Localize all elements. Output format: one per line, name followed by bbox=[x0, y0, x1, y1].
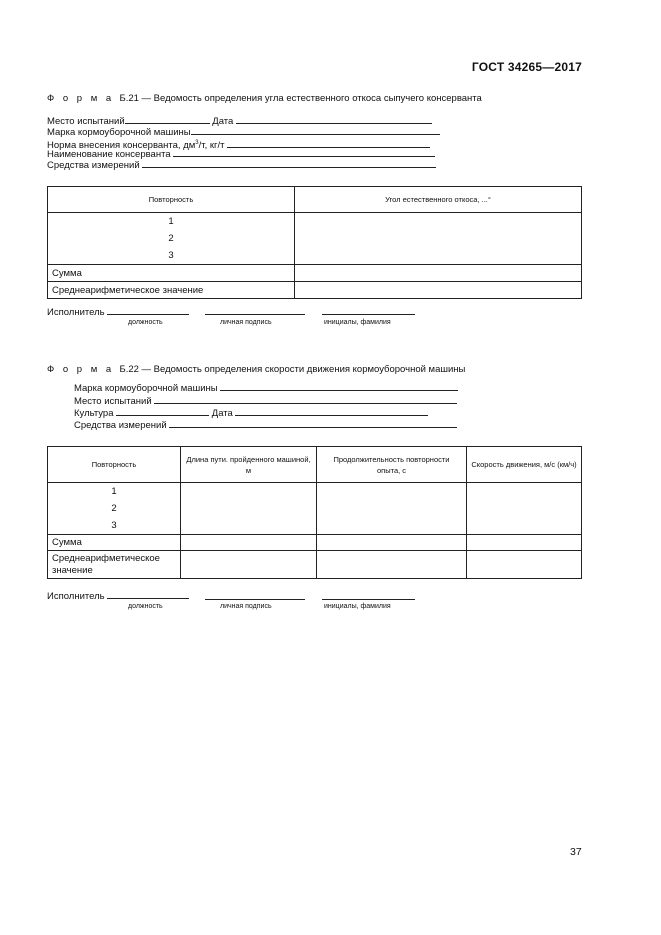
field-instruments-21 bbox=[47, 159, 436, 172]
value-cell[interactable] bbox=[181, 551, 317, 579]
table-22 bbox=[47, 446, 582, 579]
value-cell[interactable] bbox=[467, 483, 582, 535]
signature-line[interactable] bbox=[205, 599, 305, 600]
value-cell[interactable] bbox=[317, 551, 467, 579]
sig-label-signature: личная подпись bbox=[220, 319, 272, 326]
field-label: Средства измерений bbox=[74, 420, 167, 431]
signature-line[interactable] bbox=[205, 314, 305, 315]
standard-number: ГОСТ 34265—2017 bbox=[471, 60, 582, 74]
fill-line[interactable] bbox=[235, 407, 428, 416]
executor-21 bbox=[47, 306, 189, 318]
field-label: Место испытаний bbox=[47, 116, 125, 127]
field-label: Норма внесения консерванта, дм bbox=[47, 140, 196, 152]
form-21-title-text: Б.21 — Ведомость определения угла естественного откоса сыпучего консерванта bbox=[119, 93, 482, 104]
name-line[interactable] bbox=[322, 599, 415, 600]
value-cell[interactable] bbox=[181, 535, 317, 551]
field-label: Средства измерений bbox=[47, 160, 140, 171]
sig-label-name: инициалы, фамилия bbox=[324, 603, 391, 610]
header-angle: Угол естественного откоса, ...° bbox=[295, 187, 582, 213]
mean-label: Среднеарифметическое значение bbox=[48, 282, 295, 299]
value-cell[interactable] bbox=[295, 213, 582, 265]
form-21-title bbox=[47, 93, 482, 104]
field-machine-22 bbox=[74, 382, 458, 395]
field-label-sup: 3 bbox=[195, 140, 199, 146]
form-22-title-text: Б.22 — Ведомость определения скорости движения кормоуборочной машины bbox=[119, 364, 466, 375]
name-line[interactable] bbox=[322, 314, 415, 315]
fill-line[interactable] bbox=[107, 590, 189, 599]
row-number: 1 bbox=[111, 486, 117, 497]
header-repetition: Повторность bbox=[48, 187, 295, 213]
field-label: Место испытаний bbox=[74, 396, 152, 407]
sig-label-position: должность bbox=[128, 603, 163, 610]
field-label: Дата bbox=[211, 408, 233, 419]
page-number: 37 bbox=[570, 846, 582, 858]
fill-line[interactable] bbox=[236, 115, 432, 124]
sig-label-signature: личная подпись bbox=[220, 603, 272, 610]
fill-line[interactable] bbox=[107, 306, 189, 315]
header-distance: Длина пути. пройденного машиной, м bbox=[181, 447, 317, 483]
fill-line[interactable] bbox=[125, 115, 210, 124]
row-number: 3 bbox=[168, 250, 174, 261]
field-instruments-22 bbox=[74, 419, 457, 432]
mean-label: Среднеарифметическое значение bbox=[48, 551, 181, 579]
header-speed: Скорость движения, м/с (км/ч) bbox=[467, 447, 582, 483]
fill-line[interactable] bbox=[154, 395, 457, 404]
field-label: Наименование консерванта bbox=[47, 149, 171, 160]
value-cell[interactable] bbox=[295, 265, 582, 282]
sig-label-position: должность bbox=[128, 319, 163, 326]
repetition-cell bbox=[48, 483, 181, 535]
value-cell[interactable] bbox=[467, 535, 582, 551]
fill-line[interactable] bbox=[142, 159, 436, 168]
field-label: /т, кг/т bbox=[198, 140, 225, 152]
row-number: 2 bbox=[111, 503, 117, 514]
field-label: Дата bbox=[212, 116, 234, 127]
fill-line[interactable] bbox=[191, 126, 440, 135]
fill-line[interactable] bbox=[173, 148, 435, 157]
value-cell[interactable] bbox=[295, 282, 582, 299]
fill-line[interactable] bbox=[169, 419, 457, 428]
row-number: 1 bbox=[168, 216, 174, 227]
sig-label-name: инициалы, фамилия bbox=[324, 319, 391, 326]
header-duration: Продолжительность повторности опыта, с bbox=[317, 447, 467, 483]
header-repetition: Повторность bbox=[48, 447, 181, 483]
fill-line[interactable] bbox=[227, 139, 430, 148]
sum-label: Сумма bbox=[48, 535, 181, 551]
table-21 bbox=[47, 186, 582, 299]
field-label: Марка кормоуборочной машины bbox=[47, 127, 191, 138]
executor-22 bbox=[47, 590, 189, 602]
row-number: 2 bbox=[168, 233, 174, 244]
row-number: 3 bbox=[111, 520, 117, 531]
field-label: Марка кормоуборочной машины bbox=[74, 383, 218, 394]
form-22-title bbox=[47, 364, 465, 375]
executor-label: Исполнитель bbox=[47, 591, 105, 602]
fill-line[interactable] bbox=[220, 382, 458, 391]
executor-label: Исполнитель bbox=[47, 307, 105, 318]
value-cell[interactable] bbox=[181, 483, 317, 535]
sum-label: Сумма bbox=[48, 265, 295, 282]
form-22-prefix: Ф о р м а bbox=[47, 364, 115, 375]
value-cell[interactable] bbox=[467, 551, 582, 579]
form-21-prefix: Ф о р м а bbox=[47, 93, 115, 104]
value-cell[interactable] bbox=[317, 483, 467, 535]
fill-line[interactable] bbox=[116, 407, 209, 416]
repetition-cell bbox=[48, 213, 295, 265]
field-label: Культура bbox=[74, 408, 114, 419]
value-cell[interactable] bbox=[317, 535, 467, 551]
